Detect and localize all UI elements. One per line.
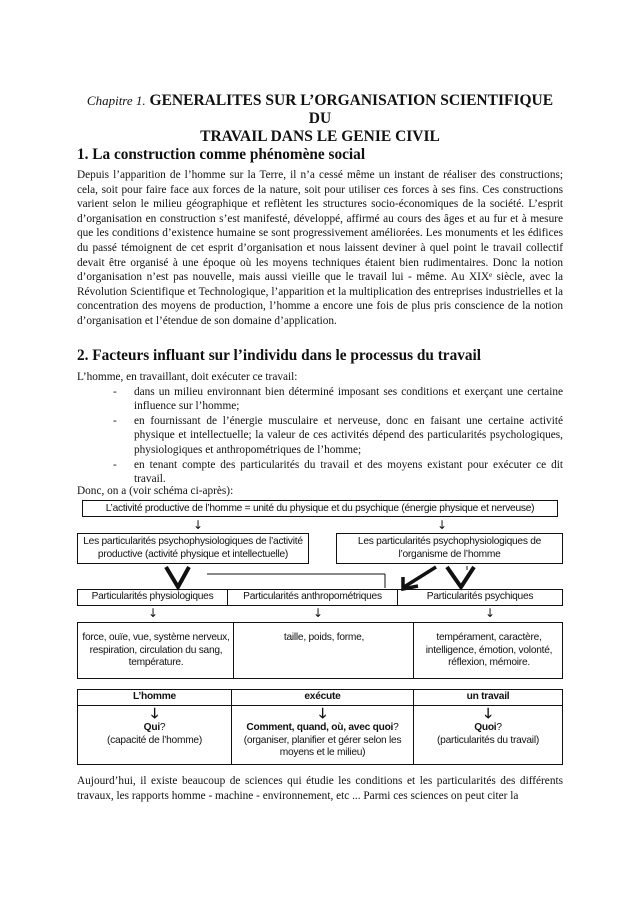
bold-arrow-icon	[166, 567, 189, 587]
arrow-down-icon: ↓	[193, 518, 204, 532]
question-mark: ?	[159, 722, 166, 733]
question-mark: ?	[393, 722, 399, 733]
section-1-heading: 1. La construction comme phénomène social	[77, 146, 366, 163]
title-line-1: GENERALITES SUR L’ORGANISATION SCIENTIFIQUE DU	[149, 92, 554, 127]
details-row	[77, 622, 563, 679]
chapter-title	[80, 92, 560, 146]
header-psychiques: Particularités psychiques	[426, 591, 534, 602]
dash: -	[113, 414, 117, 427]
question-text: Comment, quand, où, avec quoi	[246, 722, 394, 733]
diagram-top-text: L’activité productive de l’homme = unité du physique et du psychique (énergie physique et nerveuse)	[105, 503, 535, 514]
table-cell-comment	[232, 722, 413, 760]
chapter-label: Chapitre 1.	[86, 93, 146, 108]
bold-arrow-icon	[447, 567, 474, 587]
section-2-intro: L’homme, en travaillant, doit exécuter ce travail:	[77, 371, 298, 383]
bold-arrow-icon	[404, 567, 436, 587]
list-item	[77, 458, 563, 487]
header-anthropometriques: Particularités anthropométriques	[243, 591, 382, 602]
dash: -	[113, 458, 117, 471]
diagram-right-text: Les particularités psychophysiologiques de l’organisme de l’homme	[357, 536, 542, 560]
table-header-row	[77, 689, 563, 706]
table-cell-qui	[78, 722, 231, 747]
list-item-text: dans un milieu environnant bien déterminé imposant ses conditions et exerçant une certaine influence sur l’homme;	[134, 385, 563, 413]
arrow-down-icon: 🡓	[318, 705, 327, 721]
table-body-row	[77, 705, 563, 765]
schema-intro: Donc, on a (voir schéma ci-après):	[77, 485, 234, 497]
table-header-execute: exécute	[304, 691, 341, 702]
arrow-down-icon: ↓	[437, 518, 448, 532]
arrow-down-icon: 🡓	[150, 705, 159, 721]
footer-paragraph: Aujourd’hui, il existe beaucoup de sciences qui étudie les conditions et les particularités des différents travaux, les rapports homme - machine - environnement, etc ... Parmi ces sciences on peut citer la	[77, 775, 563, 802]
table-header-homme: L’homme	[133, 691, 176, 702]
diagram-left-text: Les particularités psychophysiologiques de l’activité productive (activité physique et intellectuelle)	[83, 536, 303, 560]
diagram-top-box	[82, 500, 558, 517]
headers-row	[77, 589, 563, 606]
arrow-down-icon: ↓	[148, 606, 159, 620]
details-physiologiques: force, ouïe, vue, système nerveux, respiration, circulation du sang, température.	[82, 632, 230, 668]
question-mark: ?	[496, 722, 502, 733]
note-text: (particularités du travail)	[437, 734, 539, 746]
note-text: (capacité de l’homme)	[107, 734, 202, 746]
section-2-heading: 2. Facteurs influant sur l’individu dans le processus du travail	[77, 347, 482, 364]
note-text: (organiser, planifier et gérer selon les moyens et le milieu)	[243, 734, 402, 758]
arrow-down-icon: ↓	[313, 606, 324, 620]
table-cell-quoi	[414, 722, 562, 747]
question-text: Quoi	[474, 722, 497, 733]
list-item-text: en tenant compte des particularités du travail et des moyens existant pour exécuter ce dit travail.	[134, 458, 563, 486]
list-item	[77, 385, 563, 414]
table-header-travail: un travail	[466, 691, 510, 702]
header-physiologiques: Particularités physiologiques	[91, 591, 214, 602]
arrow-down-icon: ↓	[485, 606, 496, 620]
list-item	[77, 414, 563, 458]
section-2-list	[77, 370, 563, 487]
details-anthropometriques: taille, poids, forme,	[283, 632, 365, 643]
section-1-body: Depuis l’apparition de l’homme sur la Terre, il n’a cessé même un instant de réaliser des constructions; cela, soit pour faire face aux forces de la nature, soit pour utiliser ces forces à ses fins. Ces constructions varient selon le milieu géographique et reflètent les structures socio-économiques de la société. L’esprit d’organisation en construction s’est manifesté, développé, affirmé au cours des âges et au fur et à mesure que les conditions d’existence humaine se sont progressivement améliorées. Les monuments et les édifices du passé témoignent de cet esprit d’organisation et nous laissent deviner à quel point le travail collectif devait être organisé à une époque où les moyens techniques étaient bien rudimentaires. Donc la notion d’organisation n’est pas nouvelle, mais aussi vieille que le travail lui - même. Au XIXᵉ siècle, avec la Révolution Scientifique et Technologique, l’apparition et la multiplication des entreprises industrielles et la concentration des moyens de production, l’homme a encore une fois de plus pris conscience de la notion d’organisation et l’étendue de son domaine d’application.	[77, 169, 563, 327]
dash: -	[113, 385, 117, 398]
title-line-2: TRAVAIL DANS LE GENIE CIVIL	[200, 128, 440, 145]
question-text: Qui	[143, 722, 160, 733]
details-psychiques: tempérament, caractère, intelligence, émotion, volonté, réflexion, mémoire.	[425, 632, 553, 668]
list-item-text: en fournissant de l’énergie musculaire et nerveuse, donc en faisant une certaine activité physique et intellectuelle; la valeur de ces activités dépend des particularités psychologiques, physiologiques et anthropométriques de l’homme;	[134, 414, 563, 456]
arrow-down-icon: 🡓	[484, 705, 492, 721]
